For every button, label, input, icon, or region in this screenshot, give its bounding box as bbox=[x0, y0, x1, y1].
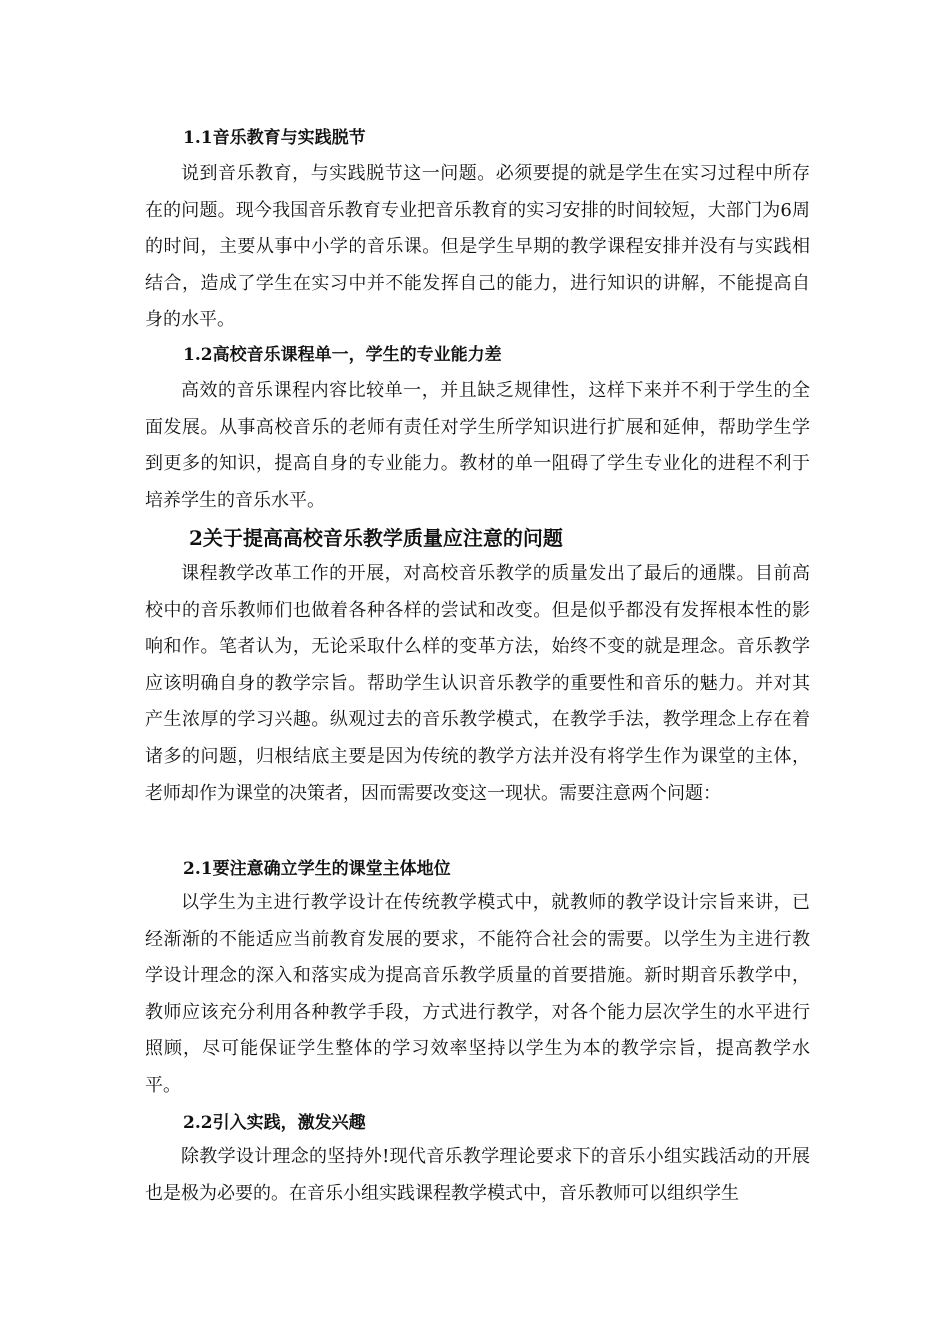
section-heading-2: 2关于提高高校音乐教学质量应注意的问题 bbox=[189, 526, 563, 550]
section-paragraph-1-1: 说到音乐教育，与实践脱节这一问题。必须要提的就是学生在实习过程中所存在的问题。现今我国音乐教育专业把音乐教育的实习安排的时间较短，大部门为6周的时间，主要从事中小学的音乐课。但是学生早期的教学课程安排并没有与实践相结合，造成了学生在实习中并不能发挥自己的能力，进行知识的讲解，不能提高自身的水平。 bbox=[145, 163, 810, 331]
section-heading-1-1: 1.1音乐教育与实践脱节 bbox=[183, 128, 366, 148]
section-paragraph-2-2: 除教学设计理念的坚持外!现代音乐教学理论要求下的音乐小组实践活动的开展也是极为必要的。在音乐小组实践课程教学模式中，音乐教师可以组织学生 bbox=[145, 1146, 810, 1204]
section-heading-2-2: 2.2引入实践，激发兴趣 bbox=[183, 1113, 366, 1133]
section-paragraph-1-2: 高效的音乐课程内容比较单一，并且缺乏规律性，这样下来并不利于学生的全面发展。从事高校音乐的老师有责任对学生所学知识进行扩展和延伸，帮助学生学到更多的知识，提高自身的专业能力。教材的单一阻碍了学生专业化的进程不利于培养学生的音乐水平。 bbox=[145, 380, 810, 511]
section-paragraph-2-1: 以学生为主进行教学设计在传统教学模式中，就教师的教学设计宗旨来讲，已经渐渐的不能适应当前教育发展的要求，不能符合社会的需要。以学生为主进行教学设计理念的深入和落实成为提高音乐教学质量的首要措施。新时期音乐教学中，教师应该充分利用各种教学手段，方式进行教学，对各个能力层次学生的水平进行照顾，尽可能保证学生整体的学习效率坚持以学生为本的教学宗旨，提高教学水平。 bbox=[145, 892, 810, 1096]
section-heading-2-1: 2.1要注意确立学生的课堂主体地位 bbox=[183, 859, 451, 879]
section-heading-1-2: 1.2高校音乐课程单一，学生的专业能力差 bbox=[183, 345, 502, 365]
section-paragraph-2: 课程教学改革工作的开展，对高校音乐教学的质量发出了最后的通牒。目前高校中的音乐教师们也做着各种各样的尝试和改变。但是似乎都没有发挥根本性的影响和作。笔者认为，无论采取什么样的变革方法，始终不变的就是理念。音乐教学应该明确自身的教学宗旨。帮助学生认识音乐教学的重要性和音乐的魅力。并对其产生浓厚的学习兴趣。纵观过去的音乐教学模式，在教学手法，教学理念上存在着诸多的问题，归根结底主要是因为传统的教学方法并没有将学生作为课堂的主体，老师却作为课堂的决策者，因而需要改变这一现状。需要注意两个问题： bbox=[145, 563, 810, 804]
document-page bbox=[145, 0, 810, 1344]
